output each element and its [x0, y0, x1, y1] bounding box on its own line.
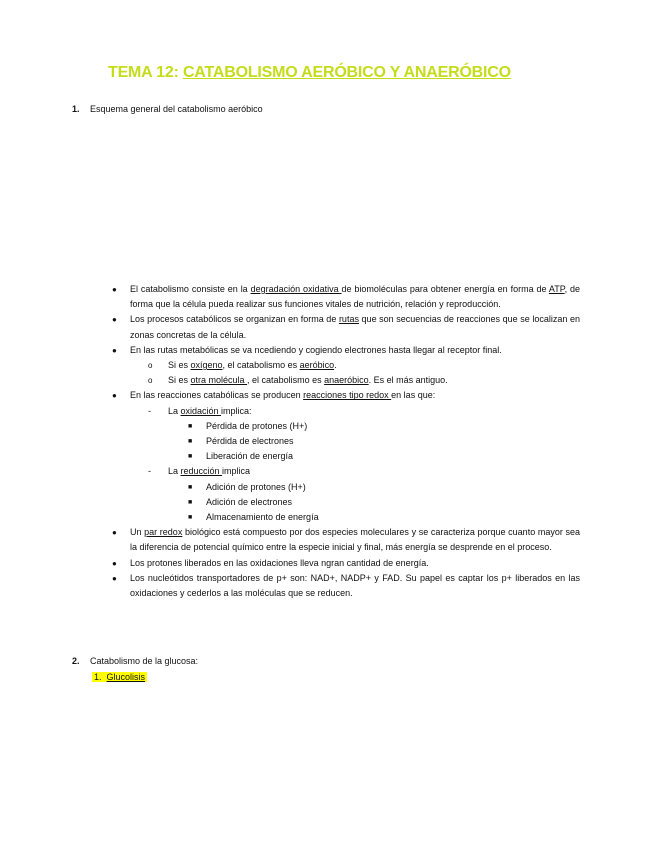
- text: Un: [130, 527, 145, 538]
- square-bullet-icon: ■: [188, 422, 193, 430]
- list-item: [112, 358, 580, 373]
- bullet-icon: ●: [112, 573, 117, 583]
- list-item: [112, 510, 580, 525]
- section-number: 2.: [72, 656, 80, 666]
- underlined-term: reacciones tipo redox: [303, 390, 392, 401]
- section-heading-1: [72, 104, 263, 114]
- underlined-term: oxidación: [180, 405, 222, 416]
- dash-bullet-icon: -: [148, 405, 151, 416]
- square-bullet-icon: ■: [188, 498, 193, 506]
- underlined-term: par redox: [144, 527, 183, 538]
- section-heading-2: [72, 656, 198, 666]
- text: implica:: [221, 405, 252, 416]
- text: La: [168, 405, 181, 416]
- subsection-heading: [92, 672, 147, 682]
- bullet-icon: ●: [112, 391, 117, 401]
- section-text: Catabolismo de la glucosa:: [90, 656, 199, 666]
- list-item: [112, 312, 580, 342]
- text: Si es: [168, 360, 191, 371]
- list-item: [112, 480, 580, 495]
- list-item: [112, 571, 580, 601]
- text: . Es el más antiguo.: [368, 375, 448, 386]
- square-bullet-icon: ■: [188, 483, 193, 491]
- bullet-icon: ●: [112, 345, 117, 355]
- text: Adición de protones (H+): [206, 481, 306, 492]
- underlined-term: reducción: [180, 466, 223, 477]
- text: El catabolismo consiste en la: [130, 284, 251, 294]
- list-item: [112, 449, 580, 464]
- underlined-term: otra molécula: [190, 375, 248, 386]
- text: Los nucleótidos transportadores de p+ son: NAD+, NADP+ y FAD. Su papel es captar los p+ liberados en las oxidaciones y cederlos a las moléculas que se reducen.: [130, 572, 580, 599]
- title-main: CATABOLISMO AERÓBICO Y ANAERÓBICO: [182, 64, 511, 81]
- text: La: [168, 466, 181, 477]
- text: Pérdida de protones (H+): [206, 420, 308, 431]
- title-prefix: TEMA 12:: [108, 64, 183, 81]
- section-text: Esquema general del catabolismo aeróbico: [90, 104, 263, 114]
- circle-bullet-icon: o: [148, 361, 153, 371]
- square-bullet-icon: ■: [188, 453, 193, 461]
- list-item: [112, 373, 580, 388]
- bullet-icon: ●: [112, 528, 117, 538]
- text: Pérdida de electrones: [206, 436, 294, 447]
- text: En las rutas metabólicas se va ncediendo y cogiendo electrones hasta llegar al receptor final.: [130, 344, 502, 355]
- underlined-term: aeróbico: [299, 360, 335, 371]
- bullet-icon: ●: [112, 315, 117, 325]
- text: Los protones liberados en las oxidaciones lleva ngran cantidad de energía.: [130, 557, 429, 568]
- text: biológico está compuesto por dos especies moleculares y se caracteriza porque cuanto mayor sea la diferencia de potencial químico entre la especie inicial y final, más energía se desprende en el proceso.: [130, 527, 580, 553]
- list-item: [112, 419, 580, 434]
- highlighted-text: [92, 672, 147, 682]
- underlined-term: degradación oxidativa: [250, 284, 342, 294]
- text: En las reacciones catabólicas se producen: [130, 390, 304, 401]
- list-item: [112, 404, 580, 419]
- underlined-term: rutas: [338, 314, 359, 325]
- list-item: [112, 556, 580, 571]
- list-item: [112, 388, 580, 403]
- text: , de forma que la célula pueda realizar sus funciones vitales de nutrición, relación y reproducción.: [130, 284, 581, 310]
- list-item: [112, 464, 580, 479]
- text: , el catabolismo es: [247, 375, 325, 386]
- list-item: [112, 343, 580, 358]
- text: .: [334, 360, 337, 371]
- text: Almacenamiento de energía: [206, 512, 319, 523]
- list-item: [112, 282, 580, 312]
- subsection-number: 1.: [94, 672, 102, 682]
- list-item: [112, 495, 580, 510]
- text: que son secuencias de reacciones que se localizan en zonas concretas de la célula.: [130, 314, 580, 340]
- text: de biomoléculas para obtener energía en forma de: [341, 284, 549, 294]
- dash-bullet-icon: -: [148, 466, 151, 477]
- underlined-term: ATP: [548, 284, 565, 294]
- underlined-term: anaeróbico: [324, 375, 369, 386]
- list-item: [112, 525, 580, 555]
- square-bullet-icon: ■: [188, 438, 193, 446]
- text: Liberación de energía: [206, 451, 294, 462]
- list-item: [112, 434, 580, 449]
- subsection-title: Glucolisis: [106, 672, 146, 682]
- text: en las que:: [391, 390, 436, 401]
- text: implica: [222, 466, 251, 477]
- text: , el catabolismo es: [222, 360, 300, 371]
- square-bullet-icon: ■: [188, 514, 193, 522]
- bullet-icon: ●: [112, 558, 117, 568]
- section-number: 1.: [72, 104, 80, 114]
- circle-bullet-icon: o: [148, 376, 153, 386]
- bullet-list: [112, 282, 580, 601]
- text: Si es: [168, 375, 191, 386]
- text: Adición de electrones: [206, 496, 293, 507]
- bullet-icon: ●: [112, 285, 117, 294]
- page-title: [108, 64, 528, 82]
- text: Los procesos catabólicos se organizan en forma de: [130, 314, 339, 325]
- underlined-term: oxígeno: [190, 360, 223, 371]
